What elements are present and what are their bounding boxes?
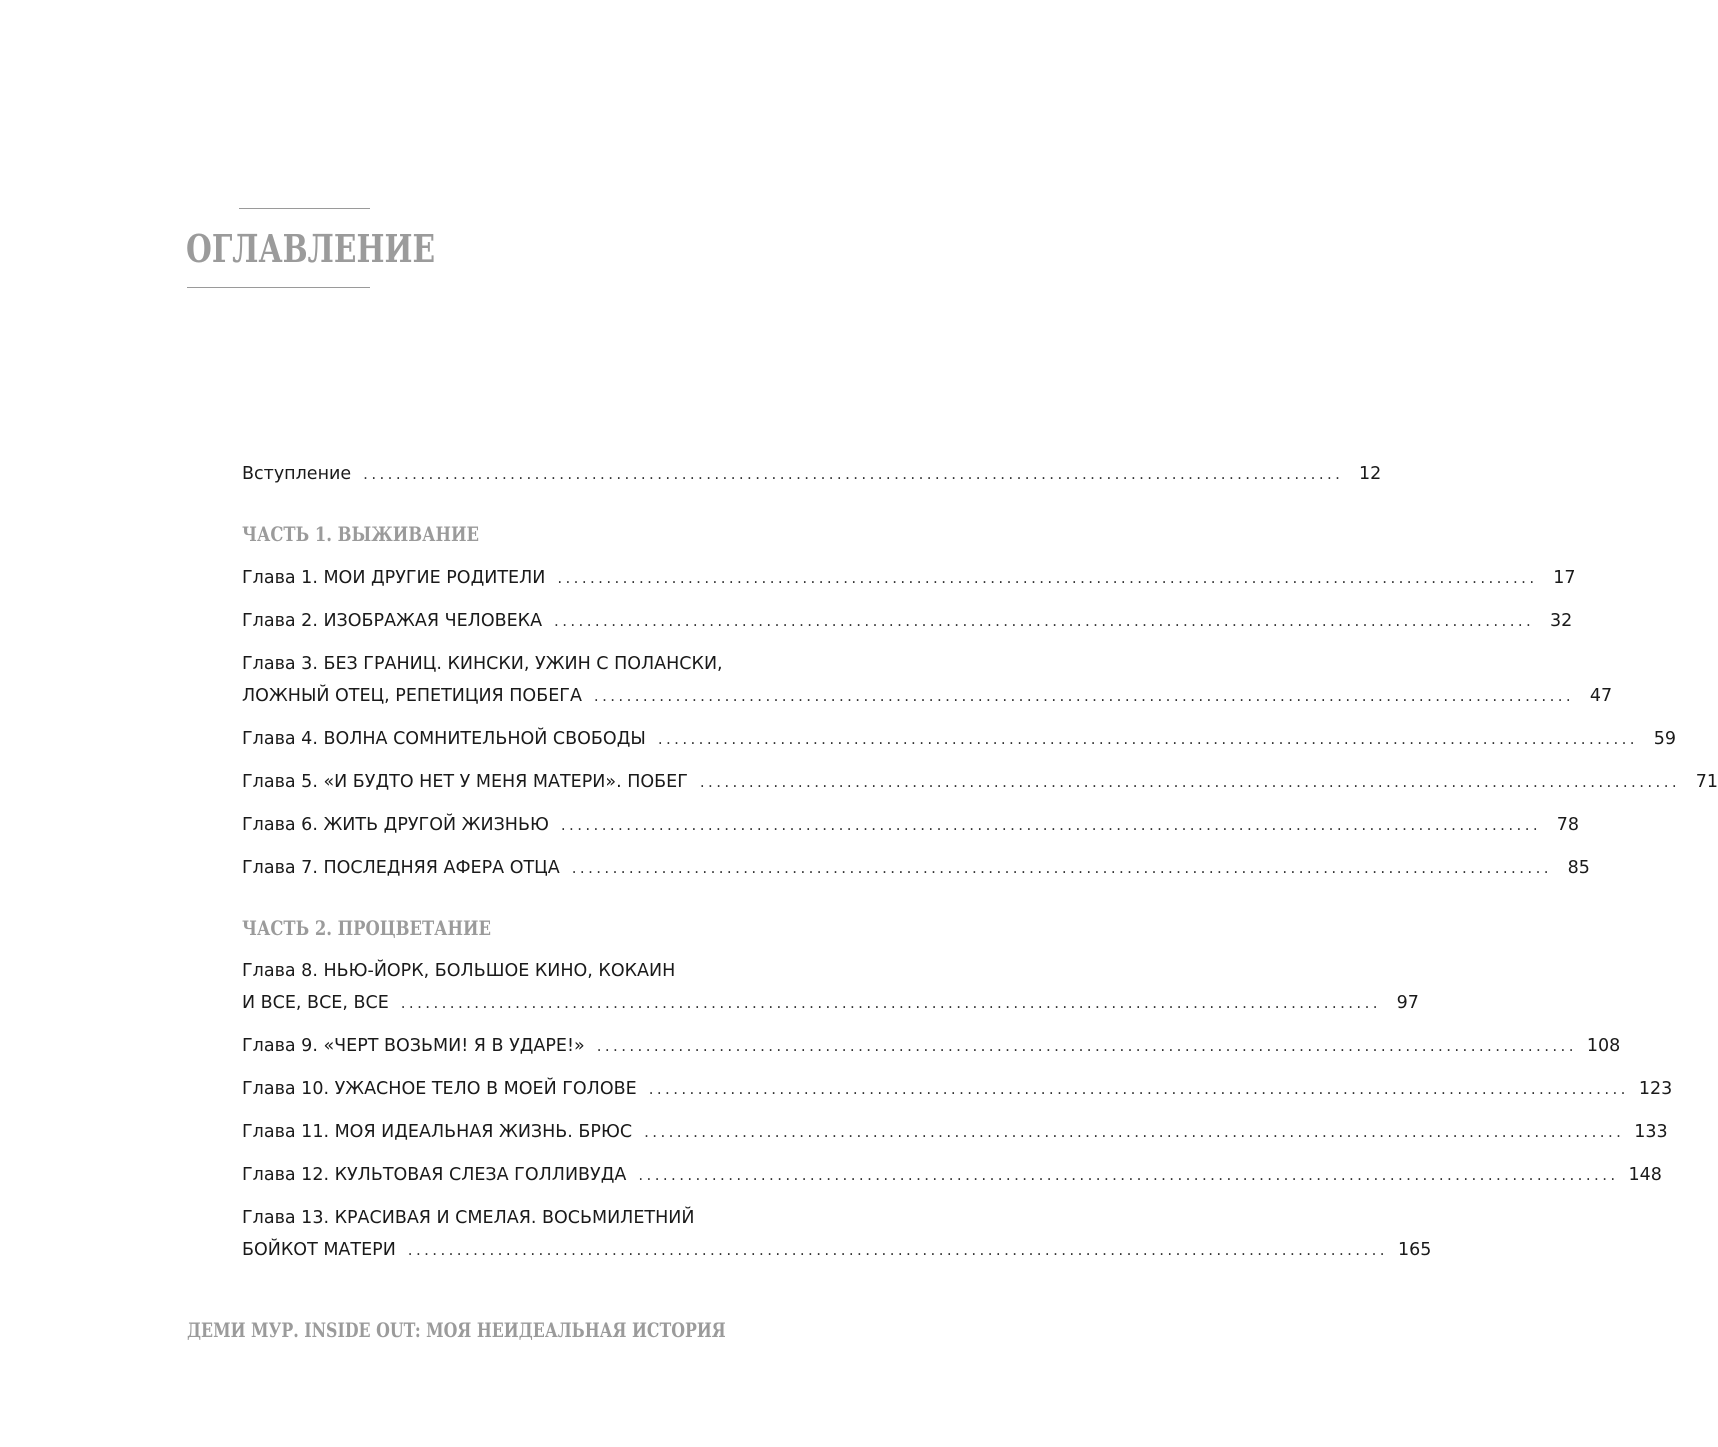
- toc-entry-chapter-1[interactable]: [242, 562, 1576, 594]
- toc-entry-chapter-12[interactable]: [242, 1159, 1662, 1191]
- toc-entry-page: 32: [1549, 611, 1573, 631]
- page-title: ОГЛАВЛЕНИЕ: [186, 226, 436, 271]
- dot-leader: ........................................................................................................................: [557, 569, 1538, 587]
- toc-entry-title: Глава 2. ИЗОБРАЖАЯ ЧЕЛОВЕКА: [242, 611, 543, 631]
- toc-entry-chapter-13[interactable]: [242, 1202, 1432, 1266]
- toc-entry-page: 78: [1556, 815, 1580, 835]
- toc-entry-title-continued: БОЙКОТ МАТЕРИ: [242, 1240, 396, 1260]
- toc-entry-page: 85: [1567, 858, 1590, 878]
- toc-entry-chapter-9[interactable]: [242, 1030, 1621, 1062]
- toc-entry-title: Глава 4. ВОЛНА СОМНИТЕЛЬНОЙ СВОБОДЫ: [242, 729, 646, 749]
- toc-entry-title-continued: ЛОЖНЫЙ ОТЕЦ, РЕПЕТИЦИЯ ПОБЕГА: [242, 686, 582, 706]
- dot-leader: ........................................................................................................................: [657, 730, 1638, 748]
- toc-entry-chapter-8[interactable]: [242, 955, 1419, 1019]
- dot-leader: ........................................................................................................................: [400, 994, 1381, 1012]
- toc-entry-page: 12: [1359, 464, 1382, 484]
- toc-entry-intro[interactable]: [242, 458, 1382, 490]
- dot-leader: ........................................................................................................................: [648, 1080, 1629, 1098]
- part-heading-2: ЧАСТЬ 2. ПРОЦВЕТАНИЕ: [242, 916, 492, 940]
- toc-entry-title: Глава 5. «И БУДТО НЕТ У МЕНЯ МАТЕРИ». ПОБЕГ: [242, 772, 688, 792]
- toc-entry-title: Глава 11. МОЯ ИДЕАЛЬНАЯ ЖИЗНЬ. БРЮС: [242, 1122, 633, 1142]
- dot-leader: ........................................................................................................................: [638, 1166, 1619, 1184]
- toc-entry-page: 148: [1628, 1165, 1662, 1185]
- dot-leader: ........................................................................................................................: [593, 687, 1575, 705]
- dot-leader: ........................................................................................................................: [644, 1123, 1625, 1141]
- toc-entry-chapter-11[interactable]: [242, 1116, 1668, 1148]
- dot-leader: ........................................................................................................................: [554, 612, 1535, 630]
- dot-leader: ........................................................................................................................: [407, 1241, 1388, 1259]
- dot-leader: ........................................................................................................................: [560, 816, 1542, 834]
- toc-entry-chapter-6[interactable]: [242, 809, 1580, 841]
- part-heading-1: ЧАСТЬ 1. ВЫЖИВАНИЕ: [242, 522, 479, 546]
- toc-entry-page: 108: [1586, 1036, 1621, 1056]
- toc-entry-title-continued: И ВСЕ, ВСЕ, ВСЕ: [242, 993, 389, 1013]
- toc-entry-title: Глава 6. ЖИТЬ ДРУГОЙ ЖИЗНЬЮ: [242, 815, 549, 835]
- toc-entry-title: Глава 8. НЬЮ-ЙОРК, БОЛЬШОЕ КИНО, КОКАИН: [242, 961, 676, 981]
- toc-entry-title: Глава 1. МОИ ДРУГИЕ РОДИТЕЛИ: [242, 568, 546, 588]
- toc-entry-chapter-4[interactable]: [242, 723, 1676, 755]
- dot-leader: ........................................................................................................................: [596, 1037, 1577, 1055]
- toc-entry-page: 59: [1653, 729, 1676, 749]
- toc-entry-chapter-7[interactable]: [242, 852, 1590, 884]
- toc-entry-title: Глава 9. «ЧЕРТ ВОЗЬМИ! Я В УДАРЕ!»: [242, 1036, 585, 1056]
- toc-entry-page: 133: [1634, 1122, 1668, 1142]
- toc-entry-page: 165: [1397, 1240, 1432, 1260]
- toc-entry-page: 17: [1553, 568, 1576, 588]
- dot-leader: ........................................................................................................................: [363, 465, 1344, 483]
- toc-entry-title: Глава 3. БЕЗ ГРАНИЦ. КИНСКИ, УЖИН С ПОЛАНСКИ,: [242, 654, 723, 674]
- heading-rule-top: [239, 208, 370, 209]
- toc-entry-title: Глава 10. УЖАСНОЕ ТЕЛО В МОЕЙ ГОЛОВЕ: [242, 1079, 637, 1099]
- toc-entry-title: Глава 13. КРАСИВАЯ И СМЕЛАЯ. ВОСЬМИЛЕТНИЙ: [242, 1208, 695, 1228]
- toc-entry-title: Глава 12. КУЛЬТОВАЯ СЛЕЗА ГОЛЛИВУДА: [242, 1165, 627, 1185]
- dot-leader: ........................................................................................................................: [699, 773, 1681, 791]
- heading-rule-bottom: [187, 287, 370, 288]
- toc-entry-page: 47: [1589, 686, 1613, 706]
- toc-entry-chapter-5[interactable]: [242, 766, 1718, 798]
- toc-entry-chapter-10[interactable]: [242, 1073, 1673, 1105]
- dot-leader: ........................................................................................................................: [571, 859, 1552, 877]
- toc-entry-title: Вступление: [242, 464, 352, 484]
- toc-entry-page: 71: [1695, 772, 1718, 792]
- toc-entry-page: 123: [1638, 1079, 1673, 1099]
- toc-entry-page: 97: [1396, 993, 1419, 1013]
- toc-entry-chapter-2[interactable]: [242, 605, 1573, 637]
- toc-entry-chapter-3[interactable]: [242, 648, 1613, 712]
- toc-entry-title: Глава 7. ПОСЛЕДНЯЯ АФЕРА ОТЦА: [242, 858, 560, 878]
- running-footer: ДЕМИ МУР. INSIDE OUT: МОЯ НЕИДЕАЛЬНАЯ ИСТОРИЯ: [187, 1318, 726, 1342]
